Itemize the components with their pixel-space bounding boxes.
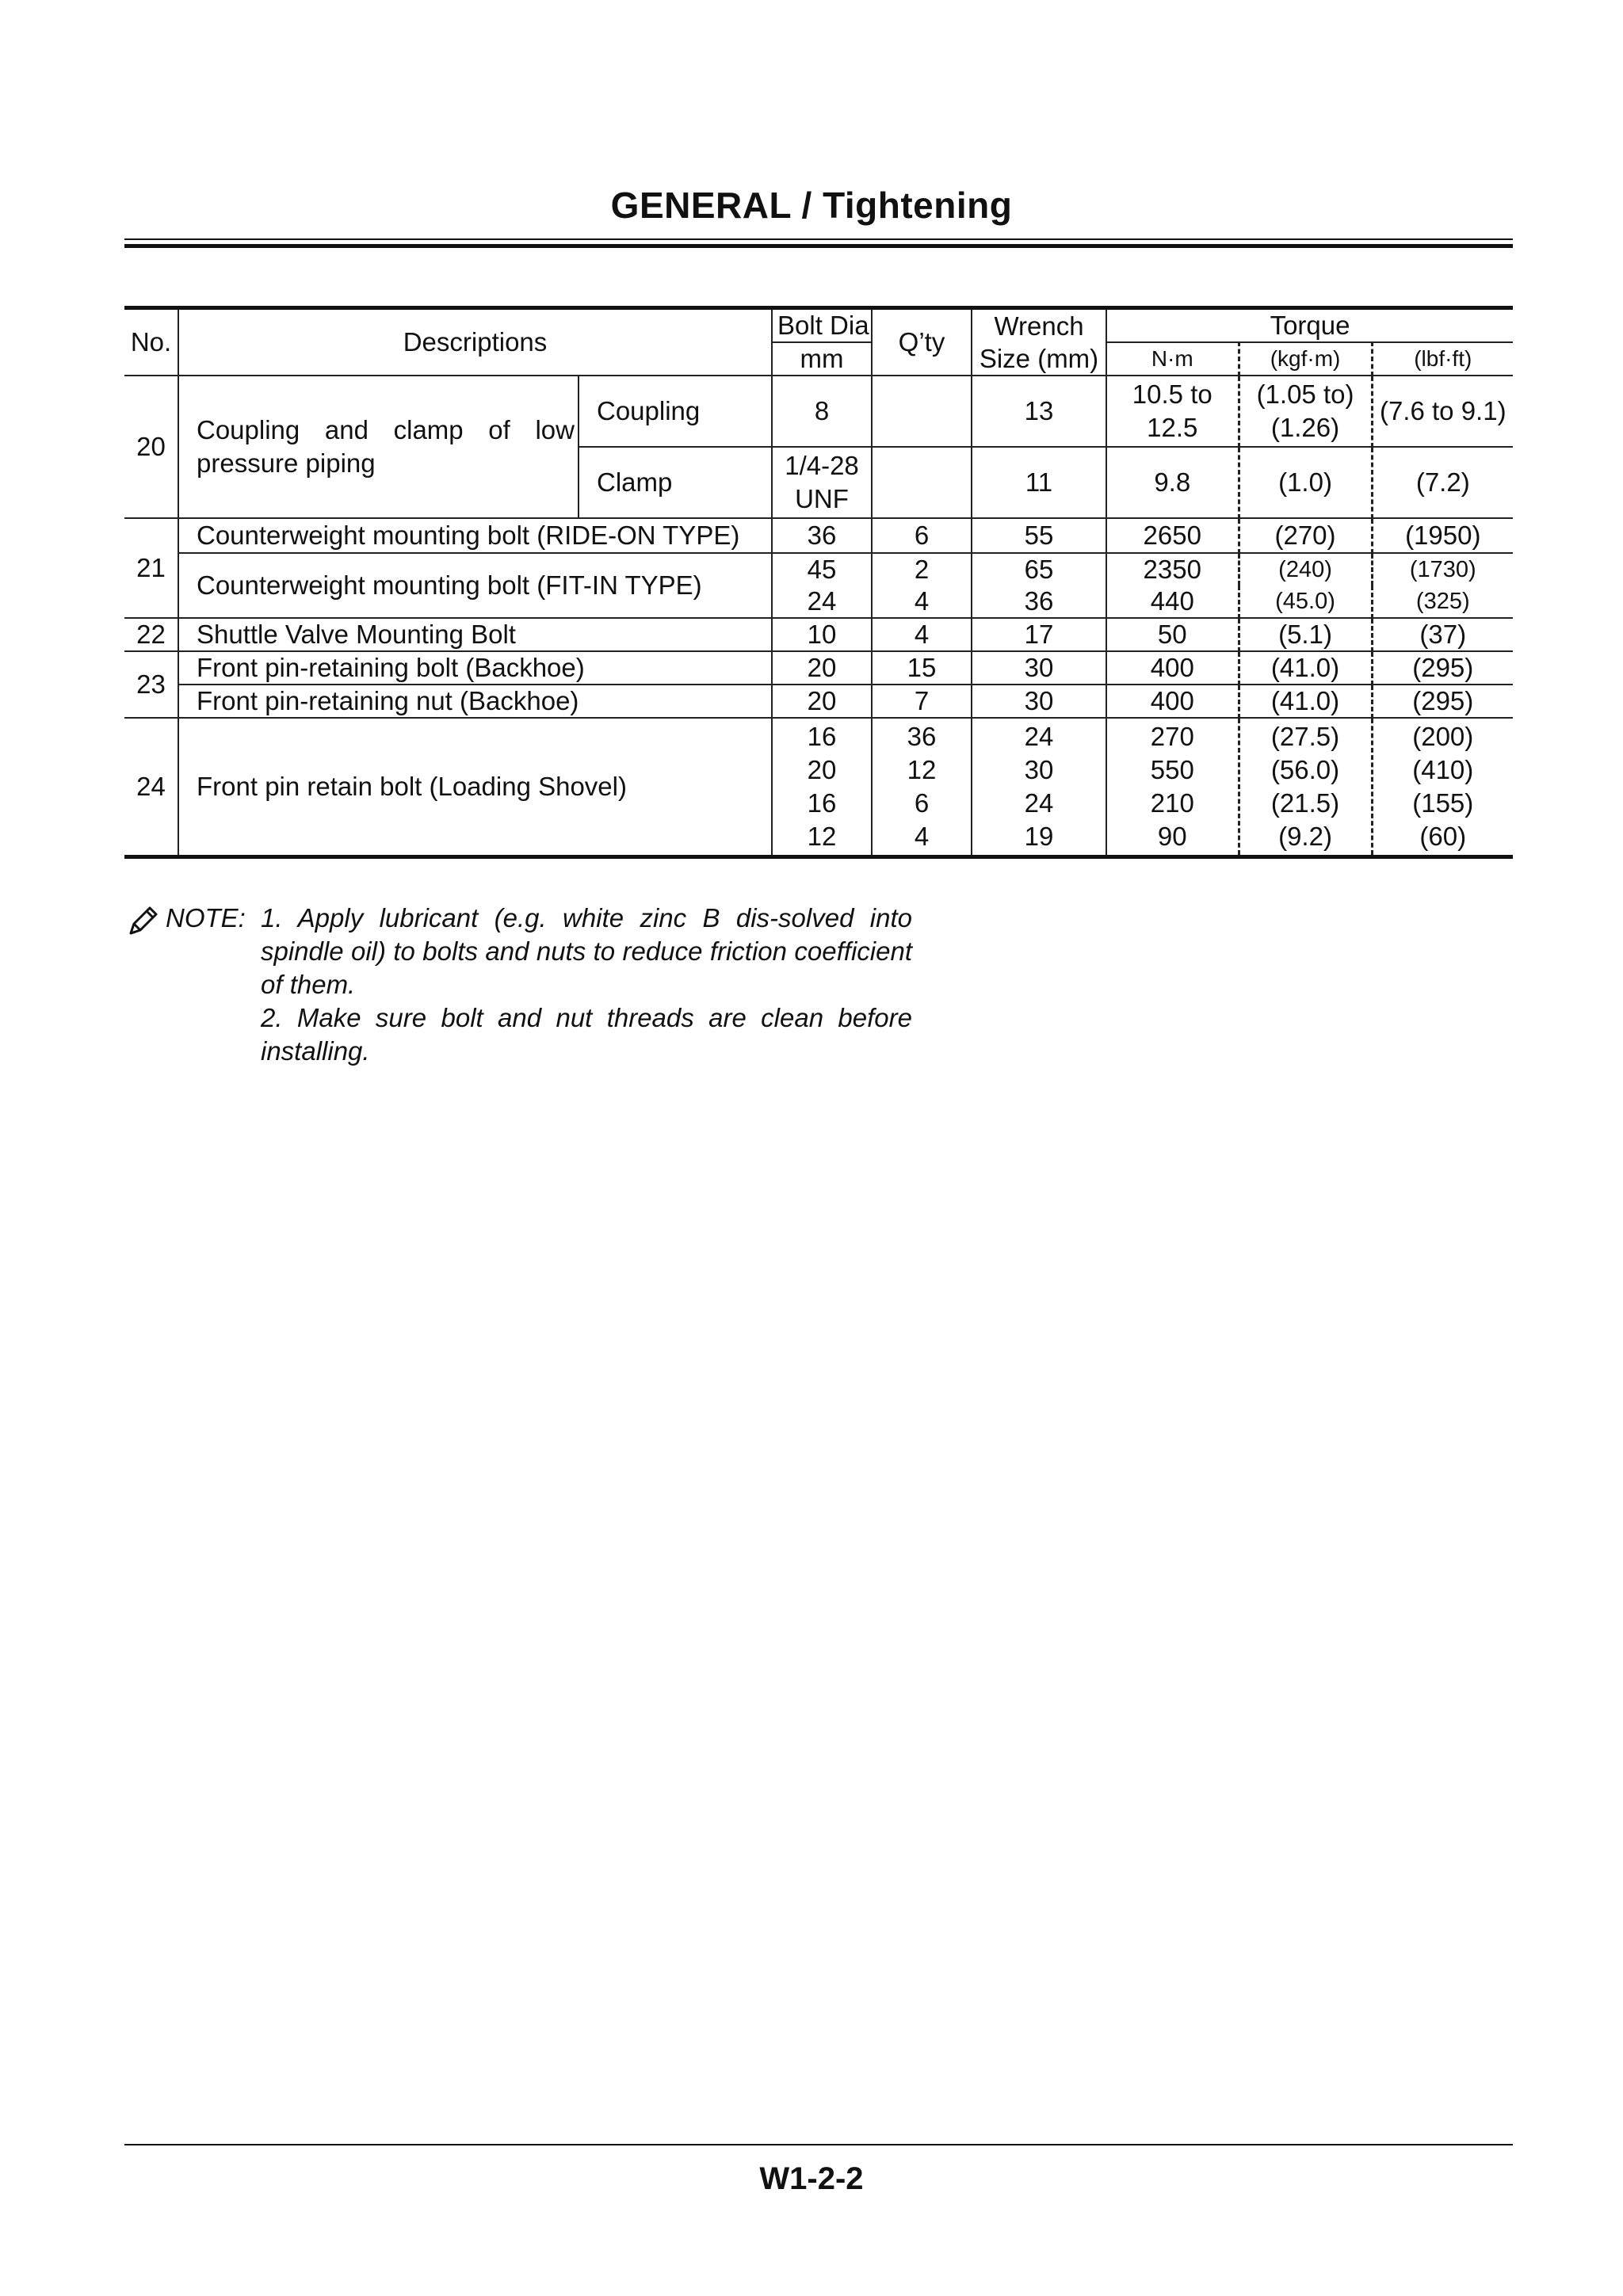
row-24-qty-4: 4 bbox=[914, 822, 930, 851]
row-23-b-qty: 7 bbox=[872, 685, 972, 718]
row-20-coupling-label: Coupling bbox=[579, 376, 772, 447]
row-24-wrench bbox=[972, 718, 1106, 857]
header-bolt-dia: Bolt Dia bbox=[772, 308, 872, 343]
row-21-a-kgf: (270) bbox=[1239, 518, 1372, 553]
row-24-dia-1: 16 bbox=[807, 722, 837, 751]
footer-rule bbox=[124, 2144, 1513, 2145]
row-22-kgf: (5.1) bbox=[1239, 618, 1372, 651]
row-21-no: 21 bbox=[124, 518, 178, 618]
row-23-a-lbf: (295) bbox=[1372, 651, 1513, 685]
table-row bbox=[124, 376, 1513, 447]
row-22-nm: 50 bbox=[1106, 618, 1239, 651]
row-20-clamp-label: Clamp bbox=[579, 447, 772, 518]
row-21-b1-wrench: 65 bbox=[972, 553, 1106, 585]
header-no: No. bbox=[124, 308, 178, 376]
row-20-coupling-dia: 8 bbox=[772, 376, 872, 447]
header-wrench-line2: Size (mm) bbox=[972, 342, 1106, 376]
note-label: NOTE: bbox=[166, 903, 246, 933]
header-rule-thin bbox=[124, 238, 1513, 240]
note-item-2: 2. Make sure bolt and nut threads are clean before installing. bbox=[261, 1003, 912, 1066]
row-20-coupling-wrench: 13 bbox=[972, 376, 1106, 447]
page-title: GENERAL / Tightening bbox=[610, 185, 1013, 226]
row-23-b-wrench: 30 bbox=[972, 685, 1106, 718]
note-items bbox=[261, 902, 912, 1068]
row-24-qty-2: 12 bbox=[907, 755, 937, 784]
row-24-lbf-3: (155) bbox=[1412, 788, 1474, 818]
row-24-wrench-4: 19 bbox=[1024, 822, 1054, 851]
row-21-a-lbf: (1950) bbox=[1372, 518, 1513, 553]
row-22-wrench: 17 bbox=[972, 618, 1106, 651]
row-24-wrench-3: 24 bbox=[1024, 788, 1054, 818]
row-24-kgf bbox=[1239, 718, 1372, 857]
row-21-b1-dia: 45 bbox=[772, 553, 872, 585]
row-24-kgf-4: (9.2) bbox=[1278, 822, 1332, 851]
row-24-nm-3: 210 bbox=[1150, 788, 1194, 818]
table-row bbox=[124, 685, 1513, 718]
row-20-no: 20 bbox=[124, 376, 178, 518]
row-24-qty bbox=[872, 718, 972, 857]
row-20-clamp-dia-2: UNF bbox=[795, 484, 849, 513]
row-20-coupling-lbf: (7.6 to 9.1) bbox=[1372, 376, 1513, 447]
row-20-coupling-kgf-1: (1.05 to) bbox=[1256, 379, 1354, 409]
row-24-dia-4: 12 bbox=[807, 822, 837, 851]
row-24-kgf-3: (21.5) bbox=[1270, 788, 1340, 818]
row-24-kgf-1: (27.5) bbox=[1270, 722, 1340, 751]
row-20-coupling-nm bbox=[1106, 376, 1239, 447]
row-21-b2-lbf: (325) bbox=[1372, 585, 1513, 618]
header-torque-lbf: (lbf·ft) bbox=[1372, 342, 1513, 376]
table-row bbox=[124, 651, 1513, 685]
row-20-clamp-wrench: 11 bbox=[972, 447, 1106, 518]
row-24-dia-2: 20 bbox=[807, 755, 837, 784]
row-20-clamp-dia bbox=[772, 447, 872, 518]
row-24-lbf-4: (60) bbox=[1419, 822, 1467, 851]
row-21-a-dia: 36 bbox=[772, 518, 872, 553]
row-20-coupling-qty bbox=[872, 376, 972, 447]
row-20-desc: Coupling and clamp of low pressure piping bbox=[178, 376, 579, 518]
row-21-a-wrench: 55 bbox=[972, 518, 1106, 553]
header-rule-thick bbox=[124, 244, 1513, 248]
note-item-1: 1. Apply lubricant (e.g. white zinc B dis-solved into spindle oil) to bolts and nuts to reduce friction coefficient of them. bbox=[261, 903, 912, 999]
tightening-torque-table bbox=[124, 306, 1513, 859]
row-24-kgf-2: (56.0) bbox=[1270, 755, 1340, 784]
pencil-icon bbox=[124, 903, 161, 940]
row-22-no: 22 bbox=[124, 618, 178, 651]
row-20-clamp-dia-1: 1/4-28 bbox=[785, 451, 859, 480]
row-23-a-wrench: 30 bbox=[972, 651, 1106, 685]
row-20-coupling-kgf-2: (1.26) bbox=[1270, 413, 1340, 442]
header-torque-kgf: (kgf·m) bbox=[1239, 342, 1372, 376]
row-23-b-desc: Front pin-retaining nut (Backhoe) bbox=[178, 685, 772, 718]
row-23-b-lbf: (295) bbox=[1372, 685, 1513, 718]
header-wrench-line1: Wrench bbox=[972, 308, 1106, 343]
row-23-b-kgf: (41.0) bbox=[1239, 685, 1372, 718]
row-21-b2-dia: 24 bbox=[772, 585, 872, 618]
row-23-a-dia: 20 bbox=[772, 651, 872, 685]
row-21-a-qty: 6 bbox=[872, 518, 972, 553]
row-24-nm-2: 550 bbox=[1150, 755, 1194, 784]
row-21-b-desc: Counterweight mounting bolt (FIT-IN TYPE) bbox=[178, 553, 772, 618]
row-21-b2-nm: 440 bbox=[1106, 585, 1239, 618]
row-24-dia bbox=[772, 718, 872, 857]
row-23-a-kgf: (41.0) bbox=[1239, 651, 1372, 685]
row-23-b-dia: 20 bbox=[772, 685, 872, 718]
row-24-nm bbox=[1106, 718, 1239, 857]
row-21-b2-kgf: (45.0) bbox=[1239, 585, 1372, 618]
table-row bbox=[124, 718, 1513, 857]
page-number: W1-2-2 bbox=[759, 2161, 864, 2196]
row-20-coupling-nm-1: 10.5 to bbox=[1132, 379, 1212, 409]
row-24-no: 24 bbox=[124, 718, 178, 857]
row-21-b1-lbf: (1730) bbox=[1372, 553, 1513, 585]
row-23-a-nm: 400 bbox=[1106, 651, 1239, 685]
row-23-a-qty: 15 bbox=[872, 651, 972, 685]
row-21-b2-wrench: 36 bbox=[972, 585, 1106, 618]
row-24-nm-4: 90 bbox=[1157, 822, 1187, 851]
row-23-no: 23 bbox=[124, 651, 178, 718]
row-24-lbf-1: (200) bbox=[1412, 722, 1474, 751]
row-24-nm-1: 270 bbox=[1150, 722, 1194, 751]
row-20-coupling-kgf bbox=[1239, 376, 1372, 447]
row-24-qty-3: 6 bbox=[914, 788, 930, 818]
row-20-clamp-qty bbox=[872, 447, 972, 518]
row-21-a-nm: 2650 bbox=[1106, 518, 1239, 553]
row-23-b-nm: 400 bbox=[1106, 685, 1239, 718]
row-24-lbf bbox=[1372, 718, 1513, 857]
header-bolt-dia-unit: mm bbox=[772, 342, 872, 376]
row-20-clamp-kgf: (1.0) bbox=[1239, 447, 1372, 518]
row-21-b1-kgf: (240) bbox=[1239, 553, 1372, 585]
row-22-dia: 10 bbox=[772, 618, 872, 651]
header-torque: Torque bbox=[1106, 308, 1513, 343]
row-24-qty-1: 36 bbox=[907, 722, 937, 751]
table-row bbox=[124, 518, 1513, 553]
row-21-b2-qty: 4 bbox=[872, 585, 972, 618]
row-20-clamp-lbf: (7.2) bbox=[1372, 447, 1513, 518]
header-descriptions: Descriptions bbox=[178, 308, 772, 376]
row-24-wrench-2: 30 bbox=[1024, 755, 1054, 784]
row-24-lbf-2: (410) bbox=[1412, 755, 1474, 784]
row-21-b1-qty: 2 bbox=[872, 553, 972, 585]
table-row bbox=[124, 618, 1513, 651]
row-22-qty: 4 bbox=[872, 618, 972, 651]
row-21-b1-nm: 2350 bbox=[1106, 553, 1239, 585]
row-24-dia-3: 16 bbox=[807, 788, 837, 818]
header-torque-nm: N·m bbox=[1106, 342, 1239, 376]
table-row bbox=[124, 553, 1513, 585]
row-22-lbf: (37) bbox=[1372, 618, 1513, 651]
row-23-a-desc: Front pin-retaining bolt (Backhoe) bbox=[178, 651, 772, 685]
row-24-desc: Front pin retain bolt (Loading Shovel) bbox=[178, 718, 772, 857]
row-20-coupling-nm-2: 12.5 bbox=[1147, 413, 1198, 442]
header-qty: Q’ty bbox=[872, 308, 972, 376]
row-20-clamp-nm: 9.8 bbox=[1106, 447, 1239, 518]
row-21-a-desc: Counterweight mounting bolt (RIDE-ON TYPE) bbox=[178, 518, 772, 553]
row-24-wrench-1: 24 bbox=[1024, 722, 1054, 751]
row-22-desc: Shuttle Valve Mounting Bolt bbox=[178, 618, 772, 651]
